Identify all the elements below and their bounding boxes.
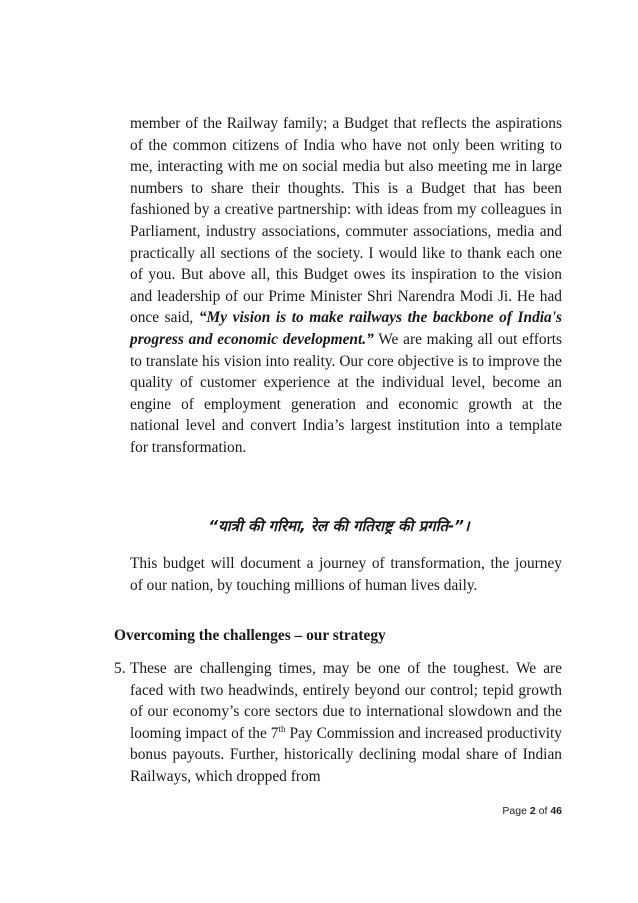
current-page-number: 2 <box>529 805 536 817</box>
paragraph-challenges <box>130 658 562 788</box>
paragraph-journey: This budget will document a journey of transformation, the journey of our nation, by touching millions of human lives daily. <box>130 555 562 594</box>
page-label: Page <box>502 805 530 817</box>
hindi-slogan: “यात्री की गरिमा, रेल की गतिराष्ट्र की प्रगति-”। <box>208 517 470 535</box>
total-page-count: 46 <box>550 805 562 817</box>
pm-quote: “My vision is to make railways the backbone of India's progress and economic development.” <box>130 309 562 348</box>
list-number: 5. <box>114 660 126 677</box>
paragraph-text: These are challenging times, may be one of the toughest. We are faced with two headwinds, entirely beyond our control; tepid growth of our economy’s core sectors due to international slowdown and the looming impact of the 7 <box>130 660 562 742</box>
paragraph-text: member of the Railway family; a Budget that reflects the aspirations of the common citizens of India who have not only been writing to me, interacting with me on social media but also meeting me in large numbers to share their thoughts. This is a Budget that has been fashioned by a creative partnership: with ideas from my colleagues in Parliament, industry associations, commuter associations, media and practically all sections of the society. I would like to thank each one of you. But above all, this Budget owes its inspiration to the vision and leadership of our Prime Minister Shri Narendra Modi Ji. He had once said, <box>130 115 562 327</box>
page-footer <box>502 805 562 817</box>
paragraph-text-continued: We are making all out efforts to translate his vision into reality. Our core objective is to improve the quality of customer experience at the individual level, become an engine of employment generation and economic growth at the national level and convert India’s largest institution into a template for transformation. <box>130 330 562 456</box>
paragraph-vision <box>130 113 562 459</box>
ordinal-suffix: th <box>278 723 286 734</box>
section-heading: Overcoming the challenges – our strategy <box>114 627 386 644</box>
paragraph-text-continued: Pay Commission and increased productivity bonus payouts. Further, historically declining modal share of Indian Railways, which dropped from <box>130 724 562 785</box>
page-separator: of <box>535 805 551 817</box>
